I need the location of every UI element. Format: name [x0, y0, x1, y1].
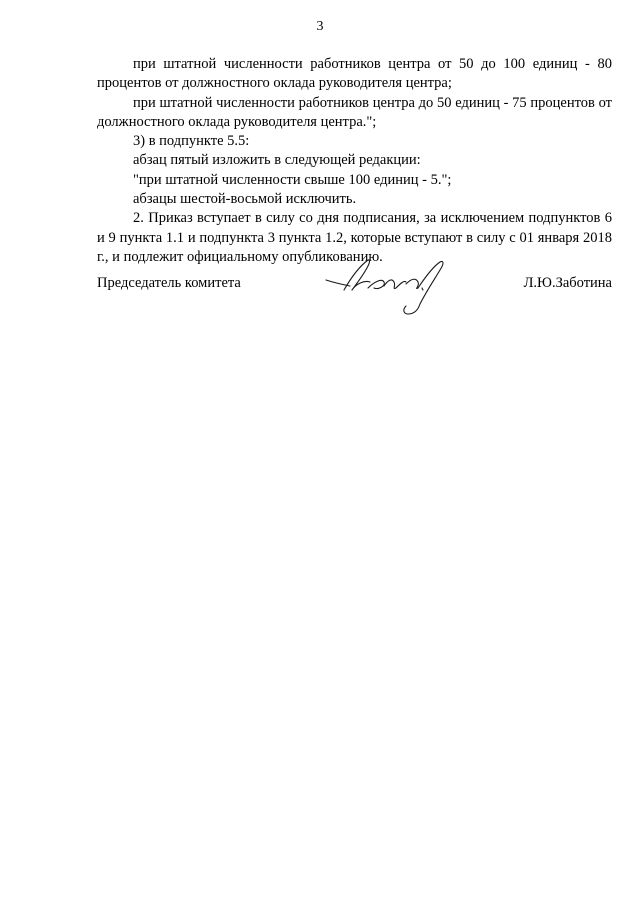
paragraph-fifth-abzac: абзац пятый изложить в следующей редакции:	[133, 152, 421, 169]
paragraph-effective-date: 2. Приказ вступает в силу со дня подписания, за исключением подпунктов 6 и 9 пункта 1.1 и подпункта 3 пункта 1.2, которые вступают в силу с 01 января 2018 г., и подлежит официальному опубликованию.	[97, 210, 612, 265]
paragraph-quote-over-100: "при штатной численности свыше 100 единиц - 5.";	[133, 171, 452, 188]
paragraph-exclude-abzacs: абзацы шестой-восьмой исключить.	[133, 191, 357, 208]
paragraph-subclause-5-5: 3) в подпункте 5.5:	[133, 133, 250, 150]
handwritten-signature	[322, 254, 472, 318]
signatory-title: Председатель комитета	[97, 275, 241, 291]
paragraph-bonus-50-100: при штатной численности работников центра от 50 до 100 единиц - 80 процентов от должностного оклада руководителя центра;	[97, 56, 612, 92]
document-body	[97, 55, 612, 267]
page-number: 3	[316, 19, 324, 34]
signatory-name: Л.Ю.Заботина	[523, 275, 612, 291]
paragraph-bonus-under-50: при штатной численности работников центра до 50 единиц - 75 процентов от должностного оклада руководителя центра.";	[97, 94, 612, 130]
